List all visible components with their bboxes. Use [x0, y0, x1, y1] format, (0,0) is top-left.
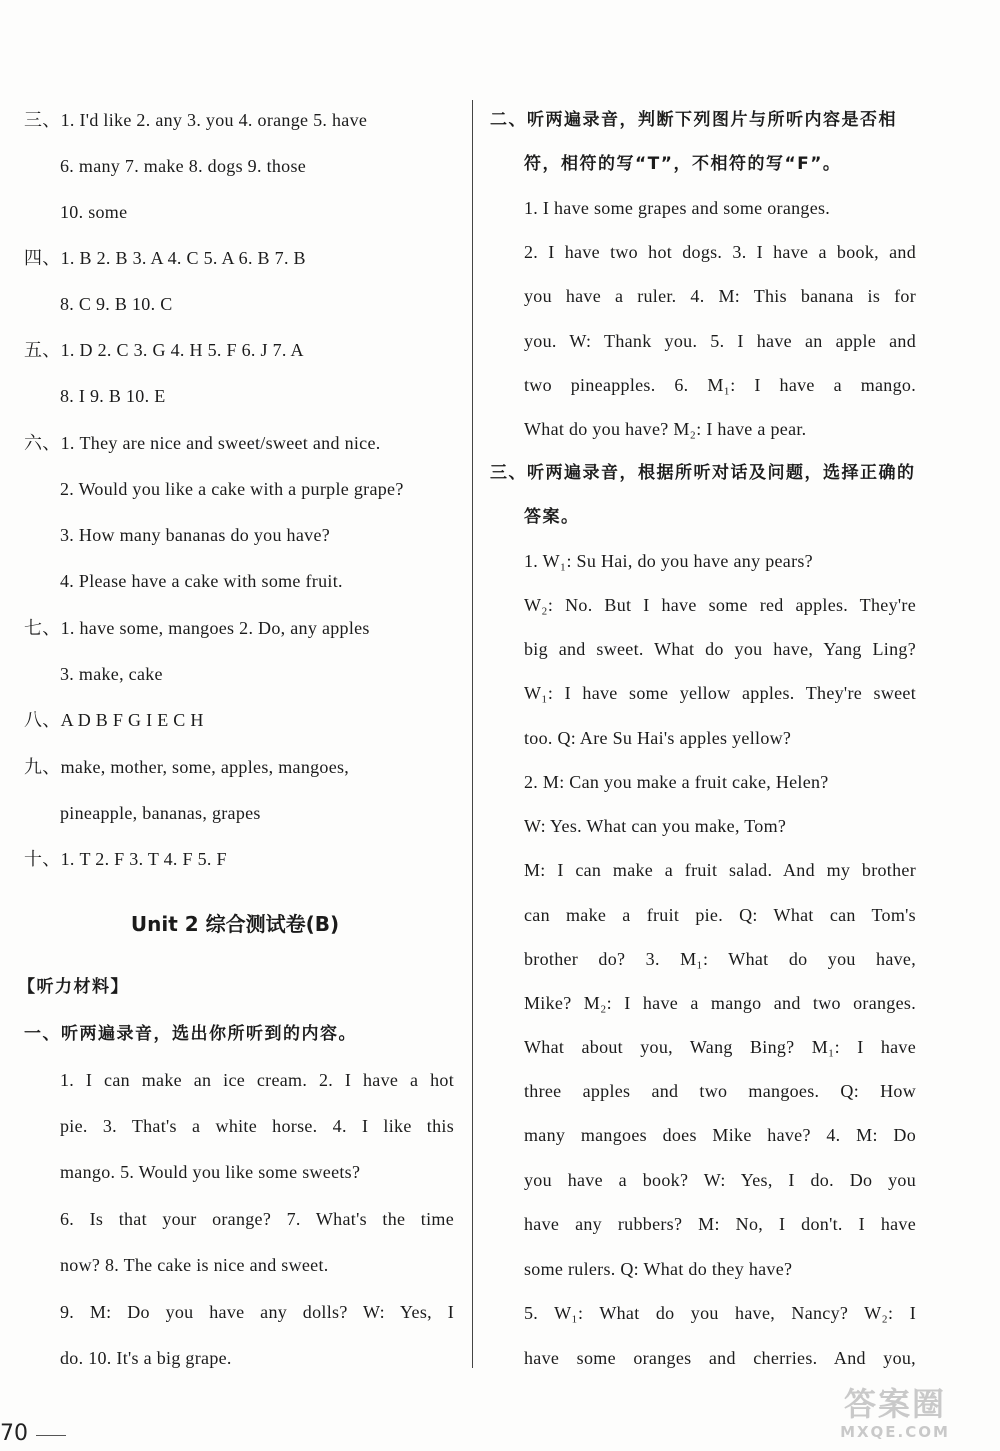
listening-heading: 【听力材料】: [18, 977, 129, 997]
transcript-line: have any rubbers? M: No, I don't. I have: [524, 1214, 916, 1234]
answer-line: 四、1. B 2. B 3. A 4. C 5. A 6. B 7. B: [24, 248, 306, 268]
transcript-line: What about you, Wang Bing? M₁: I have: [524, 1037, 916, 1057]
transcript-line: you. W: Thank you. 5. I have an apple and: [524, 331, 916, 351]
transcript-line: W: Yes. What can you make, Tom?: [524, 816, 787, 836]
column-divider: [472, 100, 473, 1368]
answer-line: 6. many 7. make 8. dogs 9. those: [60, 156, 307, 176]
answer-line: 4. Please have a cake with some fruit.: [60, 571, 343, 591]
transcript-line: 1. I have some grapes and some oranges.: [524, 198, 831, 218]
transcript-line: three apples and two mangoes. Q: How: [524, 1081, 916, 1101]
answer-line: 九、make, mother, some, apples, mangoes,: [24, 757, 350, 777]
transcript-line: mango. 5. Would you like some sweets?: [60, 1162, 361, 1182]
part2-heading: 二、听两遍录音，判断下列图片与所听内容是否相: [490, 110, 897, 130]
answer-line: pineapple, bananas, grapes: [60, 803, 261, 823]
transcript-line: W₁: I have some yellow apples. They're sweet: [524, 683, 916, 703]
transcript-line: you have a ruler. 4. M: This banana is for: [524, 286, 916, 306]
answer-line: 8. I 9. B 10. E: [60, 386, 166, 406]
watermark: [800, 1385, 990, 1447]
answer-line: 七、1. have some, mangoes 2. Do, any apples: [24, 618, 370, 638]
watermark-url: MXQE.COM: [840, 1423, 950, 1441]
transcript-line: big and sweet. What do you have, Yang Ling?: [524, 639, 916, 659]
transcript-line: What do you have? M₂: I have a pear.: [524, 419, 807, 439]
transcript-line: do. 10. It's a big grape.: [60, 1348, 232, 1368]
transcript-line: 2. I have two hot dogs. 3. I have a book, and: [524, 242, 916, 262]
transcript-line: W₂: No. But I have some red apples. They're: [524, 595, 916, 615]
transcript-line: brother do? 3. M₁: What do you have,: [524, 949, 916, 969]
page-number-rule: [36, 1435, 66, 1436]
part2-heading-cont: 符，相符的写“T”，不相符的写“F”。: [524, 154, 842, 174]
transcript-line: M: I can make a fruit salad. And my brother: [524, 860, 916, 880]
watermark-logo: 答案圈: [843, 1385, 946, 1423]
answer-line: 3. make, cake: [60, 664, 163, 684]
transcript-line: too. Q: Are Su Hai's apples yellow?: [524, 728, 792, 748]
transcript-line: 1. W₁: Su Hai, do you have any pears?: [524, 551, 813, 571]
transcript-line: 9. M: Do you have any dolls? W: Yes, I: [60, 1302, 454, 1322]
answer-line: 六、1. They are nice and sweet/sweet and nice.: [24, 433, 381, 453]
part3-heading: 三、听两遍录音，根据所听对话及问题，选择正确的: [490, 463, 916, 483]
transcript-line: some rulers. Q: What do they have?: [524, 1259, 793, 1279]
transcript-line: Mike? M₂: I have a mango and two oranges.: [524, 993, 916, 1013]
answer-line: 八、A D B F G I E C H: [24, 710, 204, 730]
answer-line: 十、1. T 2. F 3. T 4. F 5. F: [24, 849, 227, 869]
transcript-line: now? 8. The cake is nice and sweet.: [60, 1255, 329, 1275]
transcript-line: many mangoes does Mike have? 4. M: Do: [524, 1125, 916, 1145]
answer-line: 10. some: [60, 202, 128, 222]
transcript-line: two pineapples. 6. M₁: I have a mango.: [524, 375, 916, 395]
transcript-line: can make a fruit pie. Q: What can Tom's: [524, 905, 916, 925]
section-title: Unit 2 综合测试卷(B): [130, 912, 340, 936]
answer-line: 8. C 9. B 10. C: [60, 294, 173, 314]
answer-line: 五、1. D 2. C 3. G 4. H 5. F 6. J 7. A: [24, 340, 304, 360]
transcript-line: have some oranges and cherries. And you,: [524, 1348, 916, 1368]
transcript-line: pie. 3. That's a white horse. 4. I like this: [60, 1116, 454, 1136]
part1-heading: 一、听两遍录音，选出你所听到的内容。: [24, 1024, 357, 1044]
transcript-line: 5. W₁: What do you have, Nancy? W₂: I: [524, 1303, 916, 1323]
answer-line: 三、1. I'd like 2. any 3. you 4. orange 5. have: [24, 110, 368, 130]
transcript-line: you have a book? W: Yes, I do. Do you: [524, 1170, 916, 1190]
page-number: 70: [0, 1421, 28, 1446]
part3-heading-cont: 答案。: [524, 507, 580, 527]
transcript-line: 6. Is that your orange? 7. What's the time: [60, 1209, 454, 1229]
transcript-line: 2. M: Can you make a fruit cake, Helen?: [524, 772, 829, 792]
answer-line: 3. How many bananas do you have?: [60, 525, 331, 545]
transcript-line: 1. I can make an ice cream. 2. I have a hot: [60, 1070, 454, 1090]
answer-line: 2. Would you like a cake with a purple grape?: [60, 479, 404, 499]
